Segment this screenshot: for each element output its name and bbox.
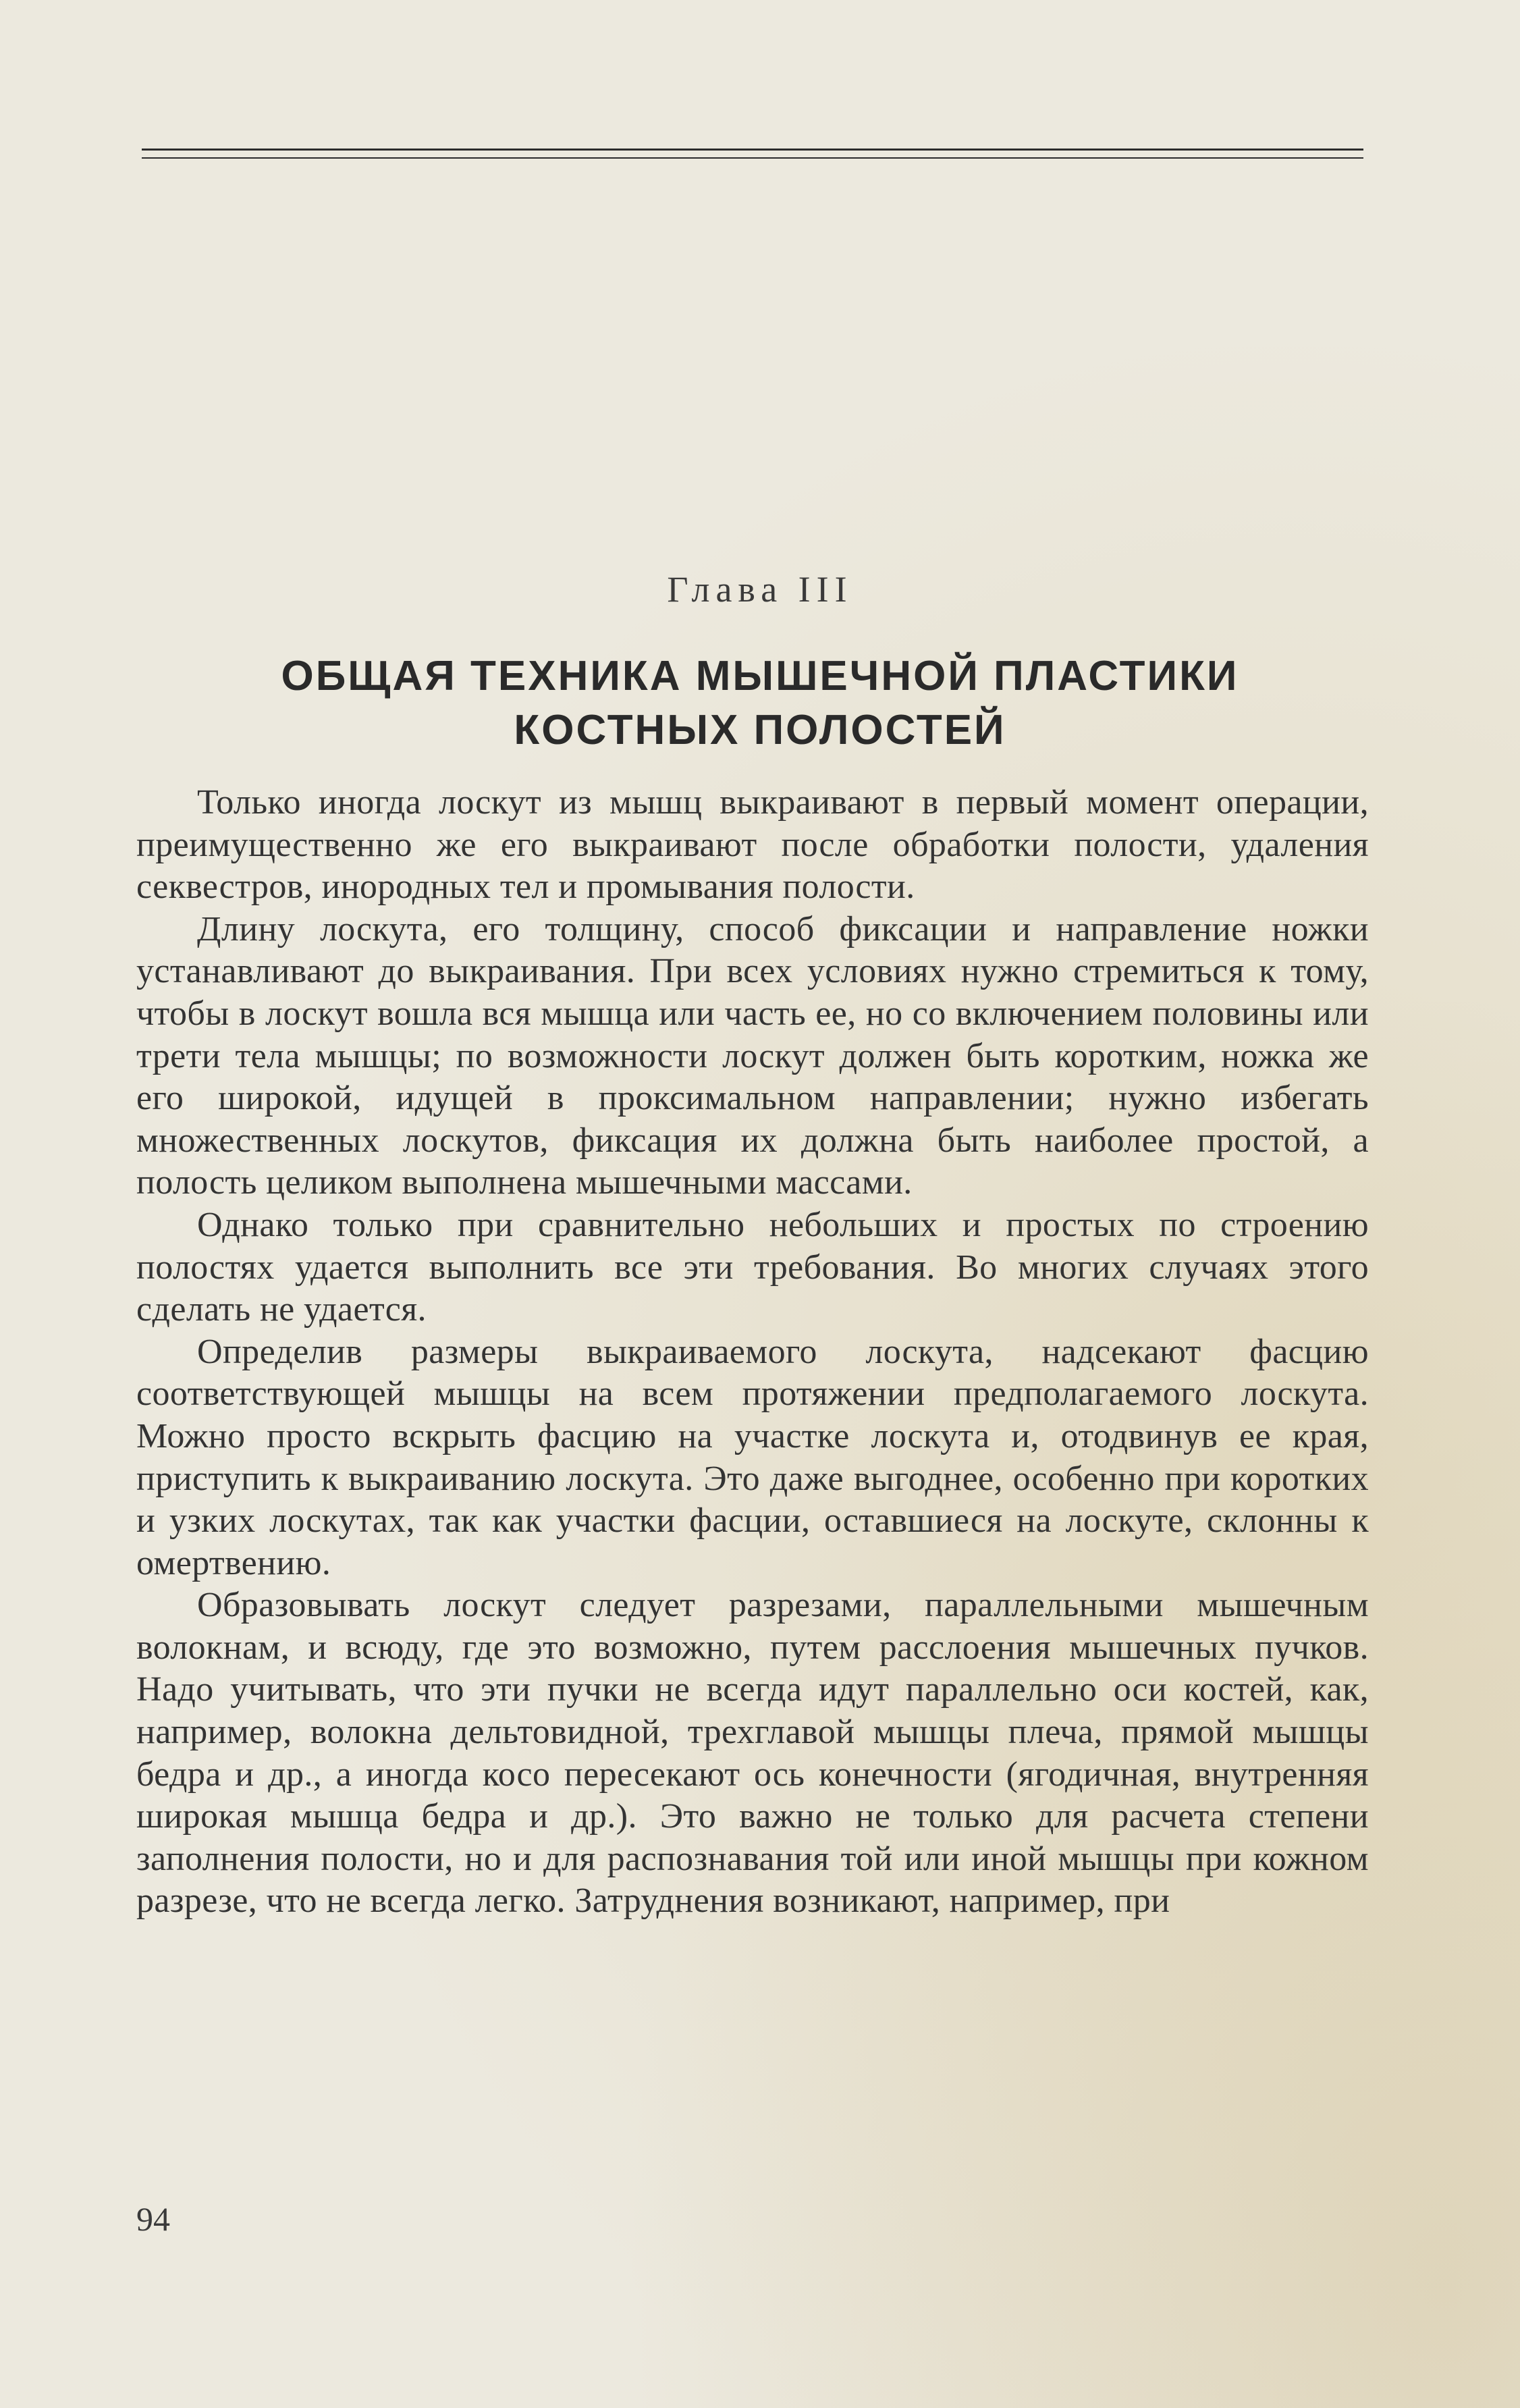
chapter-title: [0, 649, 1520, 757]
chapter-title-line-1: ОБЩАЯ ТЕХНИКА МЫШЕЧНОЙ ПЛАСТИКИ: [281, 653, 1239, 699]
page-number: 94: [136, 2200, 170, 2238]
paragraph: Однако только при сравнительно небольших и простых по строению полостях удается выполнить все эти требования. Во многих случаях этого сделать не удается.: [136, 1205, 1369, 1329]
paragraph: Образовывать лоскут следует разрезами, параллельными мышечным волокнам, и всюду, где это возможно, путем расслоения мышечных пучков. Надо учитывать, что эти пучки не всегда идут параллельно оси костей, как, например, волокна дельтовидной, трехглавой мышцы плеча, прямой мышцы бедра и др., а иногда косо пересекают ось конечности (ягодичная, внутренняя широкая мышца бедра и др.). Это важно не только для расчета степени заполнения полости, но и для распознавания той или иной мышцы при кожном разрезе, что не всегда легко. Затруднения возникают, например, при: [136, 1586, 1369, 1921]
paragraph: Длину лоскута, его толщину, способ фиксации и направление ножки устанавливают до выкраивания. При всех условиях нужно стремиться к тому, чтобы в лоскут вошла вся мышца или часть ее, но со включением половины или трети тела мышцы; по возможности лоскут должен быть коротким, ножка же его широкой, идущей в проксимальном направлении; нужно избегать множественных лоскутов, фиксация их должна быть наиболее простой, а полость целиком выполнена мышечными массами.: [136, 909, 1369, 1202]
paragraph: Только иногда лоскут из мышц выкраивают в первый момент операции, преимущественно же его выкраивают после обработки полости, удаления секвестров, инородных тел и промывания полости.: [136, 783, 1369, 907]
chapter-title-line-2: КОСТНЫХ ПОЛОСТЕЙ: [514, 707, 1006, 753]
paragraph: Определив размеры выкраиваемого лоскута, надсекают фасцию соответствующей мышцы на всем протяжении предполагаемого лоскута. Можно просто вскрыть фасцию на участке лоскута и, отодвинув ее края, приступить к выкраиванию лоскута. Это даже выгоднее, особенно при коротких и узких лоскутах, так как участки фасции, оставшиеся на лоскуте, склонны к омертвению.: [136, 1332, 1369, 1582]
body-text: [136, 782, 1369, 1923]
header-double-rule: [142, 149, 1363, 159]
chapter-label: Глава III: [667, 569, 853, 610]
